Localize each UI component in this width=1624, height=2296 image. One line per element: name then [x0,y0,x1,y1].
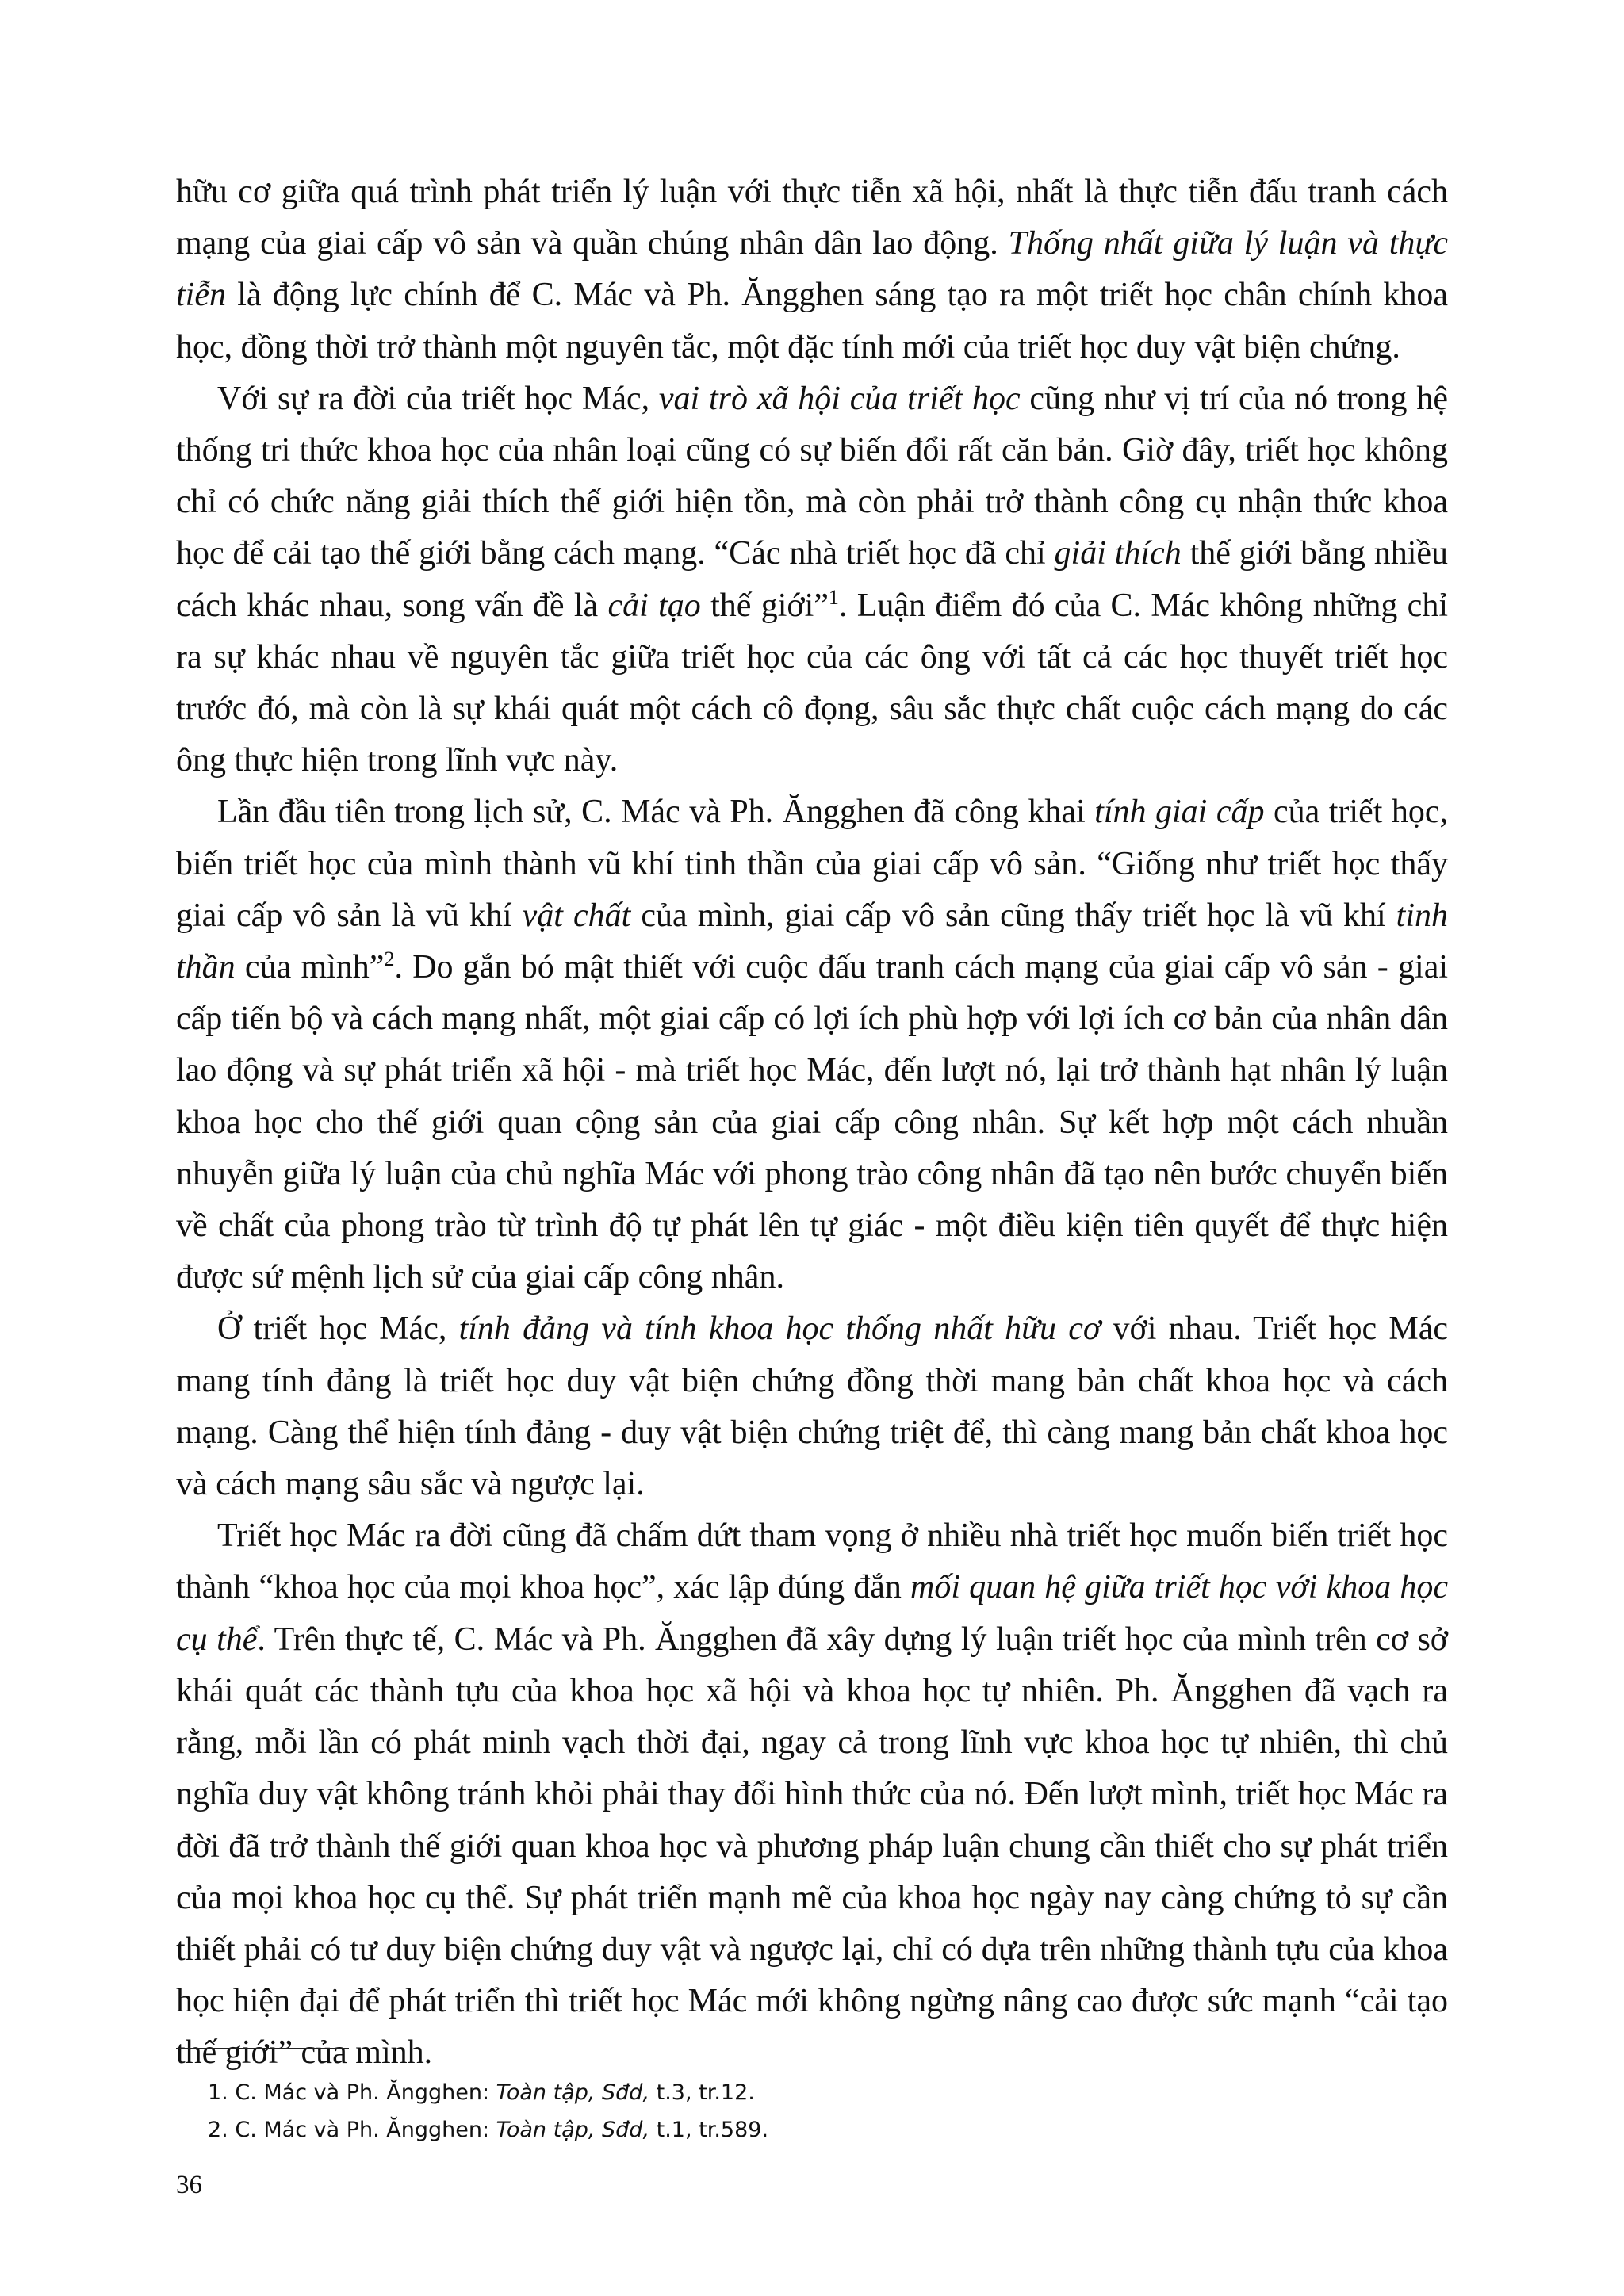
emphasis-text: vai trò xã hội của triết học [658,380,1021,417]
text-run: của mình” [235,949,385,986]
footnote [208,2074,1318,2111]
emphasis-text: tinh thần [176,897,1449,986]
text-run: Lần đầu tiên trong lịch sử, C. Mác và Ph. Ăngghen đã công khai [217,794,1095,831]
text-run: t.3, tr.12. [649,2080,755,2105]
paragraph [176,1510,1448,2079]
footnote-separator [176,2048,349,2049]
text-run: 2. C. Mác và Ph. Ăngghen: [208,2118,496,2142]
footnote-reference: 1 [828,585,839,609]
emphasis-text: giải thích [1054,535,1182,572]
emphasis-text: cải tạo [607,587,701,624]
footnote-reference: 2 [384,947,395,971]
text-run: . Luận điểm đó của C. Mác không những chỉ ra sự khác nhau về nguyên tắc giữa triết học của các ông với tất cả các học thuyết triết học trước đó, mà còn là sự khái quát một cách cô đọng, sâu sắc thực chất cuộc cách mạng do các ông thực hiện trong lĩnh vực này. [176,587,1448,779]
footnotes [208,2074,1318,2149]
emphasis-text: vật chất [522,897,631,934]
text-run: thế giới bằng nhiều cách khác nhau, song vấn đề là [176,535,1448,624]
text-run: Với sự ra đời của triết học Mác, [217,380,659,417]
emphasis-text: tính giai cấp [1094,794,1265,831]
emphasis-text: Toàn tập, Sđd, [496,2080,650,2105]
text-run: của mình, giai cấp vô sản cũng thấy triết học là vũ khí [630,897,1396,934]
text-run: thế giới” [700,587,829,624]
footnote [208,2111,1318,2149]
text-run: Ở triết học Mác, [217,1311,459,1348]
emphasis-text: tính đảng và tính khoa học thống nhất hữu cơ [458,1311,1101,1348]
page-number: 36 [176,2171,202,2199]
text-run: cũng như vị trí của nó trong hệ thống tri thức khoa học của nhân loại cũng có sự biến đổi rất căn bản. Giờ đây, triết học không chỉ có chức năng giải thích thế giới hiện tồn, mà còn phải trở thành công cụ nhận thức khoa học để cải tạo thế giới bằng cách mạng. “Các nhà triết học đã chỉ [176,380,1448,572]
text-run: . Do gắn bó mật thiết với cuộc đấu tranh cách mạng của giai cấp vô sản - giai cấp tiến bộ và cách mạng nhất, một giai cấp có lợi ích phù hợp với lợi ích cơ bản của nhân dân lao động và sự phát triển xã hội - mà triết học Mác, đến lượt nó, lại trở thành hạt nhân lý luận khoa học cho thế giới quan cộng sản của giai cấp công nhân. Sự kết hợp một cách nhuần nhuyễn giữa lý luận của chủ nghĩa Mác với phong trào công nhân đã tạo nên bước chuyển biến về chất của phong trào từ trình độ tự phát lên tự giác - một điều kiện tiên quyết để thực hiện được sứ mệnh lịch sử của giai cấp công nhân. [176,949,1449,1296]
text-run: với nhau. Triết học Mác mang tính đảng là triết học duy vật biện chứng đồng thời mang bản chất khoa học và cách mạng. Càng thể hiện tính đảng - duy vật biện chứng triệt để, thì càng mang bản chất khoa học và cách mạng sâu sắc và ngược lại. [176,1311,1448,1503]
text-run: hữu cơ giữa quá trình phát triển lý luận với thực tiễn xã hội, nhất là thực tiễn đấu tranh cách mạng của giai cấp vô sản và quần chúng nhân dân lao động. [176,174,1448,262]
paragraph [176,166,1448,373]
paragraph [176,1303,1448,1510]
text-run: . Trên thực tế, C. Mác và Ph. Ăngghen đã xây dựng lý luận triết học của mình trên cơ sở khái quát các thành tựu của khoa học xã hội và khoa học tự nhiên. Ph. Ăngghen đã vạch ra rằng, mỗi lần có phát minh vạch thời đại, ngay cả trong lĩnh vực khoa học tự nhiên, thì chủ nghĩa duy vật không tránh khỏi phải thay đổi hình thức của nó. Đến lượt mình, triết học Mác ra đời đã trở thành thế giới quan khoa học và phương pháp luận chung cần thiết cho sự phát triển của mọi khoa học cụ thể. Sự phát triển mạnh mẽ của khoa học ngày nay càng chứng tỏ sự cần thiết phải có tư duy biện chứng duy vật và ngược lại, chỉ có dựa trên những thành tựu của khoa học hiện đại để phát triển thì triết học Mác mới không ngừng nâng cao được sức mạnh “cải tạo thế giới” của mình. [176,1621,1448,2072]
emphasis-text: Thống nhất giữa lý luận và thực tiễn [176,225,1448,314]
text-run: t.1, tr.589. [649,2118,769,2142]
emphasis-text: Toàn tập, Sđd, [496,2118,650,2142]
text-run: 1. C. Mác và Ph. Ăngghen: [208,2080,496,2105]
paragraph [176,786,1448,1303]
emphasis-text: mối quan hệ giữa triết học với khoa học cụ thể [176,1569,1448,1658]
text-run: Triết học Mác ra đời cũng đã chấm dứt tham vọng ở nhiều nhà triết học muốn biến triết học thành “khoa học của mọi khoa học”, xác lập đúng đắn [176,1517,1448,1606]
body-text [176,166,1448,2080]
text-run: của triết học, biến triết học của mình thành vũ khí tinh thần của giai cấp vô sản. “Giống như triết học thấy giai cấp vô sản là vũ khí [176,794,1449,934]
text-run: là động lực chính để C. Mác và Ph. Ăngghen sáng tạo ra một triết học chân chính khoa học, đồng thời trở thành một nguyên tắc, một đặc tính mới của triết học duy vật biện chứng. [176,277,1448,365]
paragraph [176,373,1448,787]
